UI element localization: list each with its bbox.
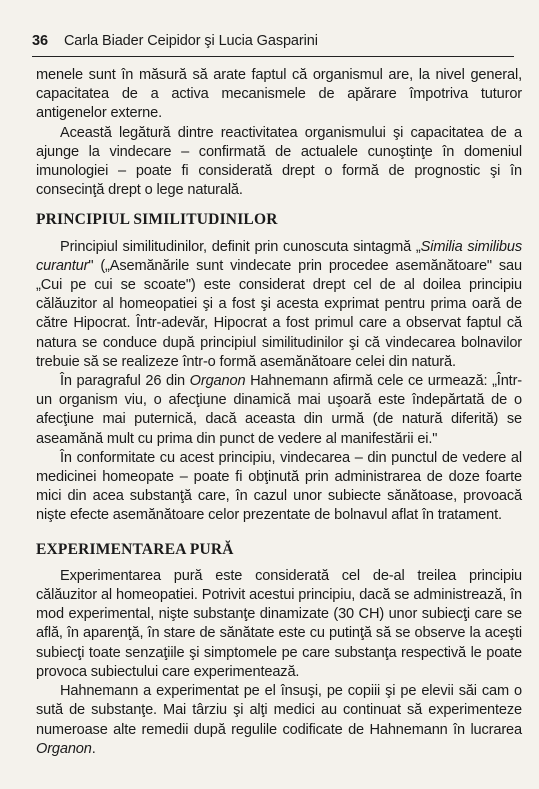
paragraph-similia <box>36 238 522 372</box>
paragraph-hahnemann <box>36 682 522 759</box>
text-run: În paragraful 26 din <box>60 373 190 390</box>
text-run: Principiul similitudinilor, definit prin cunoscuta sintagmă „ <box>60 238 421 255</box>
book-title: Organon <box>36 740 92 757</box>
book-title: Organon <box>189 373 246 390</box>
running-title: Carla Biader Ceipidor şi Lucia Gasparini <box>63 33 318 49</box>
running-header <box>32 33 522 49</box>
section-heading-similitude: PRINCIPIUL SIMILITUDINILOR <box>36 211 278 229</box>
paragraph-experimentation: Experimentarea pură este considerată cel de-al treilea principiu călăuzitor al homeopatiei. Potrivit acestui principiu, dacă se administrează, în mod experimental, nişte substanţe dinamizate (30 CH) unor subiecţi care se află, în aparenţă, în stare de sănătate este cu putinţă să se observe la aceşti subiecţi toate senzaţiile şi simptomele pe care substanţa respectivă le poate provoca subiectului care experimentează. <box>36 567 522 680</box>
paragraph-conformity: În conformitate cu acest principiu, vindecarea – din punctul de vedere al medicinei homeopate – poate fi obţinută prin administrarea de doze foarte mici din acea substanţă care, în cazul unor subiecte sănătoase, provoacă nişte efecte asemănătoare celor prezentate de bolnavul aflat în tratament. <box>36 449 522 524</box>
paragraph-organon-quote <box>36 372 522 449</box>
paragraph-intro: menele sunt în măsură să arate faptul că organismul are, la nivel general, capacitatea de a activa mecanismele de apărare împotriva tuturor antigenelor externe. <box>36 67 522 122</box>
header-rule <box>32 56 514 57</box>
text-run: " („Asemănările sunt vindecate prin procedee asemănătoare" sau „Cui pe cui se scoate") este considerat drept cel de al doilea principiu călăuzitor al homeopatiei şi a fost şi acesta exprimat pentru prima oară de către Hipocrat. Într-adevăr, Hipocrat a fost primul care a observat faptul că natura se conduce după principiul similitudinilor şi că vindecarea bolnavilor trebuie să se realizeze într-o formă asemănătoare celei din natură. <box>36 257 522 370</box>
text-run: Hahnemann a experimentat pe el însuşi, pe copiii şi pe elevii săi cam o sută de substanţe. Mai târziu şi alţi medici au continuat să experimenteze numeroase alte remedii după regulile codificate de Hahnemann în lucrarea <box>36 683 522 738</box>
section-heading-experimentation: EXPERIMENTAREA PURĂ <box>36 540 234 558</box>
page-body <box>36 66 522 759</box>
paragraph-reactivity: Această legătură dintre reactivitatea organismului şi capacitatea de a ajunge la vindecare – confirmată de actualele cunoştinţe în domeniul imunologiei – poate fi considerată drept o formă de prognostic şi în consecinţă drept o lege naturală. <box>36 124 522 199</box>
text-run: Hahnemann afirmă cele ce urmează: „Într-un organism viu, o afecţiune dinamică mai uşoară este îndepărtată de o afecţiune mai puternică, dacă aceasta din urmă (de natură diferită) se aseamănă mult cu prima din punct de vedere al manifestării ei." <box>36 373 522 447</box>
latin-phrase: Similia similibus curantur <box>36 238 523 274</box>
page-number: 36 <box>32 33 48 49</box>
text-run: . <box>91 740 96 757</box>
